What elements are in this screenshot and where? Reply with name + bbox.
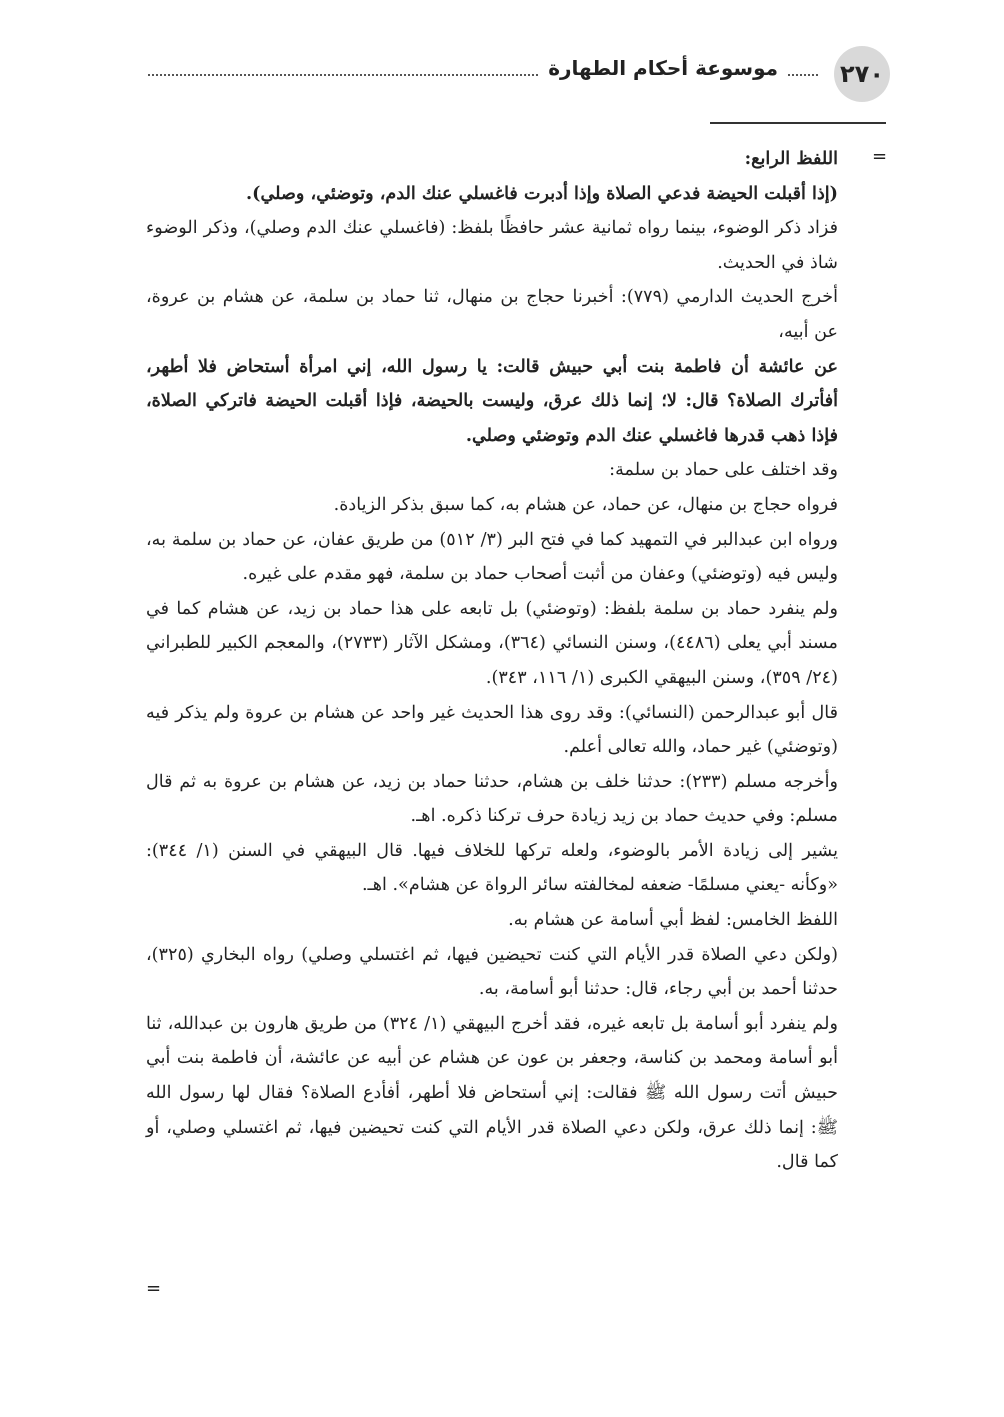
section-heading-fifth: اللفظ الخامس: لفظ أبي أسامة عن هشام به. bbox=[508, 910, 838, 931]
section-heading-fourth: اللفظ الرابع: bbox=[744, 148, 838, 169]
paragraph: ولم ينفرد أبو أسامة بل تابعه غيره، فقد أخرج البيهقي (١/ ٣٢٤) من طريق هارون بن عبدالله، ثنا أبو أسامة ومحمد بن كناسة، وجعفر بن عون عن هشام عن أبيه عن عائشة، أن فاطمة بنت أبي حبيش أتت رسول الله ﷺ فقالت: إني أستحاض فلا أطهر، أفأدع الصلاة؟ فقال لها رسول الله ﷺ: إنما ذلك عرق، ولكن دعي الصلاة قدر الأيام التي كنت تحيضين فيها، ثم اغتسلي وصلي، أو كما قال. bbox=[146, 1013, 838, 1173]
hadith-text: عن عائشة أن فاطمة بنت أبي حبيش قالت: يا رسول الله، إني امرأة أستحاض فلا أطهر، أفأترك الصلاة؟ قال: لا؛ إنما ذلك عرق، وليست بالحيضة، فإذا أقبلت الحيضة فاتركي الصلاة، فإذا ذهب قدرها فاغسلي عنك الدم وتوضئي وصلي. bbox=[146, 355, 838, 446]
continuation-marker-bottom: = bbox=[146, 1278, 162, 1299]
hadith-text: (إذا أقبلت الحيضة فدعي الصلاة وإذا أدبرت فاغسلي عنك الدم، وتوضئي، وصلي). bbox=[246, 182, 838, 204]
paragraph: قال أبو عبدالرحمن (النسائي): وقد روى هذا الحديث غير واحد عن هشام بن عروة ولم يذكر فيه (وتوضئي) غير حماد، والله تعالى أعلم. bbox=[146, 702, 838, 758]
page-number: ٢٧٠ bbox=[834, 46, 890, 102]
paragraph: ورواه ابن عبدالبر في التمهيد كما في فتح البر (٣/ ٥١٢) من طريق عفان، عن حماد بن سلمة به، وليس فيه (وتوضئي) وعفان من أثبت أصحاب حماد بن سلمة، فهو مقدم على غيره. bbox=[146, 529, 838, 585]
paragraph: فزاد ذكر الوضوء، بينما رواه ثمانية عشر حافظًا بلفظ: (فاغسلي عنك الدم وصلي)، وذكر الوضوء شاذ في الحديث. bbox=[146, 218, 838, 273]
header-dots-left bbox=[148, 60, 538, 76]
paragraph: (ولكن دعي الصلاة قدر الأيام التي كنت تحيضين فيها، ثم اغتسلي وصلي) رواه البخاري (٣٢٥)، حدثنا أحمد بن أبي رجاء، قال: حدثنا أبو أسامة، به. bbox=[146, 944, 838, 1000]
header-divider bbox=[710, 122, 886, 124]
paragraph: يشير إلى زيادة الأمر بالوضوء، ولعله تركها للخلاف فيها. قال البيهقي في السنن (١/ ٣٤٤): «وكأنه -يعني مسلمًا- ضعفه لمخالفته سائر الرواة عن هشام». اهـ. bbox=[146, 840, 838, 896]
paragraph: فرواه حجاج بن منهال، عن حماد، عن هشام به، كما سبق بذكر الزيادة. bbox=[333, 494, 838, 515]
page-body bbox=[146, 142, 838, 1180]
paragraph: وقد اختلف على حماد بن سلمة: bbox=[609, 460, 838, 481]
running-header bbox=[148, 56, 818, 80]
header-dots-right bbox=[788, 60, 818, 76]
book-title: موسوعة أحكام الطهارة bbox=[548, 56, 778, 80]
paragraph: وأخرجه مسلم (٢٣٣): حدثنا خلف بن هشام، حدثنا حماد بن زيد، عن هشام بن عروة به ثم قال مسلم: وفي حديث حماد بن زيد زيادة حرف تركنا ذكره. اهـ. bbox=[146, 771, 838, 827]
continuation-marker-top: = bbox=[872, 146, 888, 167]
paragraph: ولم ينفرد حماد بن سلمة بلفظ: (وتوضئي) بل تابعه على هذا حماد بن زيد، عن هشام كما في مسند أبي يعلى (٤٤٨٦)، وسنن النسائي (٣٦٤)، ومشكل الآثار (٢٧٣٣)، والمعجم الكبير للطبراني (٢٤/ ٣٥٩)، وسنن البيهقي الكبرى (١/ ١١٦، ٣٤٣). bbox=[146, 598, 838, 688]
paragraph: أخرج الحديث الدارمي (٧٧٩): أخبرنا حجاج بن منهال، ثنا حماد بن سلمة، عن هشام بن عروة، عن أبيه، bbox=[146, 287, 838, 342]
